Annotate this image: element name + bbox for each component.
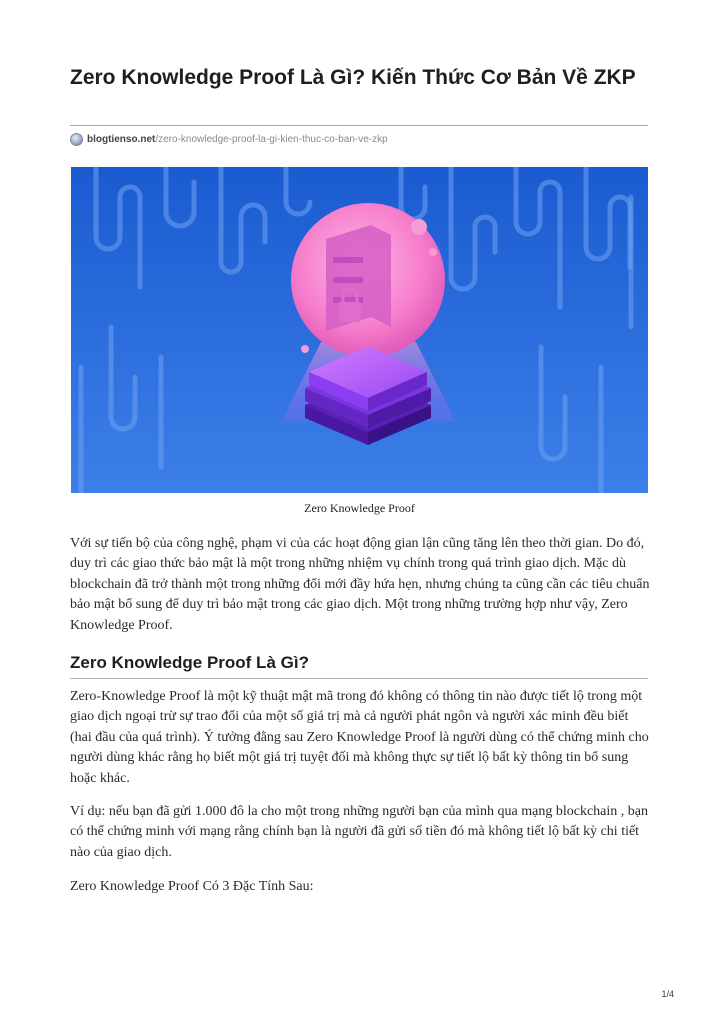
globe-icon: [70, 133, 83, 146]
hero-illustration: [71, 167, 648, 493]
page-number: 1/4: [661, 989, 674, 999]
article-title: Zero Knowledge Proof Là Gì? Kiến Thức Cơ Bản Về ZKP: [70, 66, 636, 89]
properties-intro: Zero Knowledge Proof Có 3 Đặc Tính Sau:: [70, 879, 314, 894]
source-link[interactable]: [70, 131, 388, 147]
section-heading: Zero Knowledge Proof Là Gì?: [70, 653, 309, 672]
source-path: /zero-knowledge-proof-la-gi-kien-thuc-co-ban-ve-zkp: [155, 133, 388, 145]
title-divider: [70, 125, 648, 126]
definition-paragraph: Zero-Knowledge Proof là một kỹ thuật mật mã trong đó không có thông tin nào được tiết lộ trong một giao dịch ngoại trừ sự trao đổi của một số giá trị mà cả người phát ngôn và người xác minh đều biết (hai đầu của quá trình). Ý tưởng đằng sau Zero Knowledge Proof là người dùng có thể chứng minh cho người dùng khác rằng họ biết một giá trị tuyệt đối mà không thực sự tiết lộ bất kỳ thông tin bổ sung hoặc khác.: [70, 689, 649, 786]
example-paragraph: Ví dụ: nếu bạn đã gửi 1.000 đô la cho một trong những người bạn của mình qua mạng blockchain , bạn có thể chứng minh với mạng rằng chính bạn là người đã gửi số tiền đó mà không tiết lộ bất kỳ chi tiết nào của giao dịch.: [70, 804, 648, 860]
source-domain: blogtienso.net: [87, 133, 156, 145]
section-divider: [70, 678, 648, 679]
image-caption: Zero Knowledge Proof: [304, 501, 415, 515]
intro-paragraph: Với sự tiến bộ của công nghệ, phạm vi của các hoạt động gian lận cũng tăng lên theo thời gian. Do đó, duy trì các giao thức bảo mật là một trong những nhiệm vụ chính trong quá trình giao dịch. Mặc dù blockchain đã trở thành một trong những đổi mới đầy hứa hẹn, nhưng chúng ta cũng cần các tiêu chuẩn bảo mật bổ sung để duy trì bảo mật trong các giao dịch. Một trong những trường hợp như vậy, Zero Knowledge Proof.: [70, 536, 650, 633]
